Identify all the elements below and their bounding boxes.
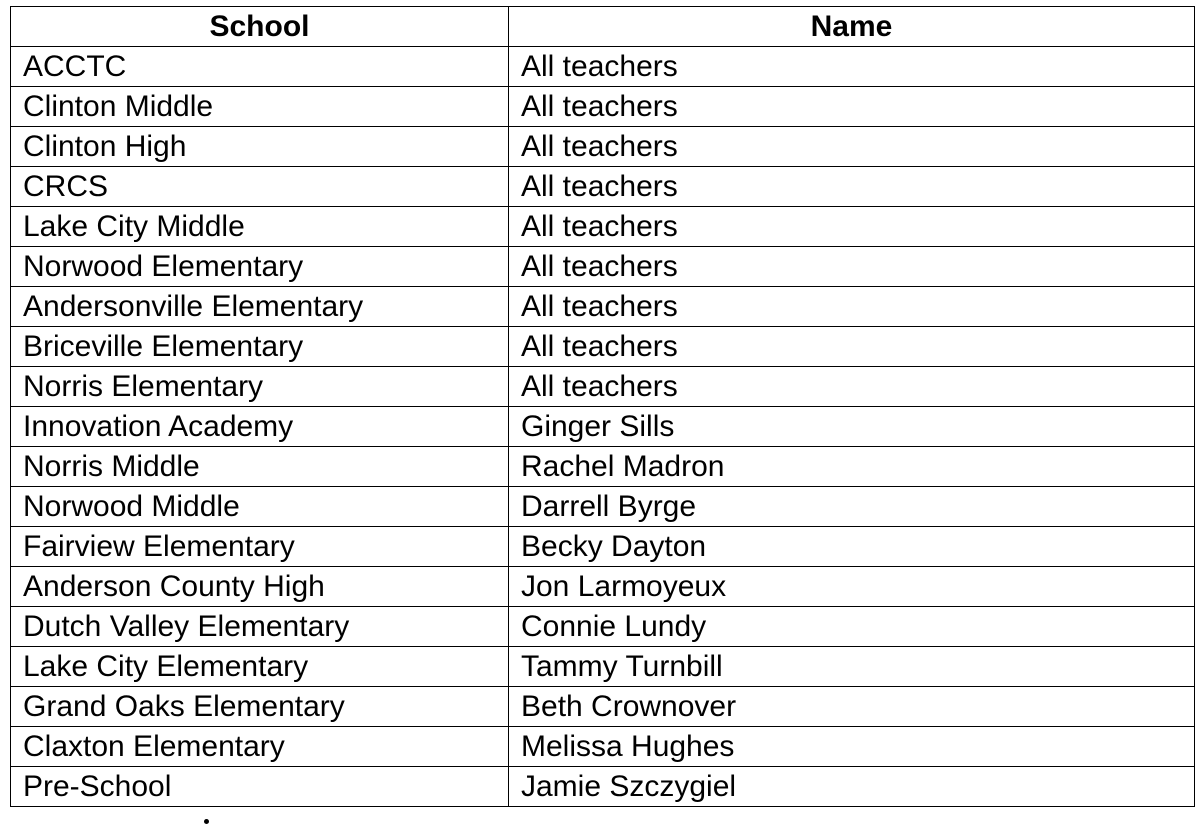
name-cell: Beth Crownover <box>509 687 1195 727</box>
name-cell: Connie Lundy <box>509 607 1195 647</box>
table-header <box>11 7 1195 47</box>
table-row <box>11 567 1195 607</box>
school-cell: Clinton High <box>11 127 509 167</box>
name-cell: All teachers <box>509 127 1195 167</box>
table-row <box>11 647 1195 687</box>
table-row <box>11 487 1195 527</box>
school-contact-table-container <box>10 6 1194 807</box>
name-cell: Rachel Madron <box>509 447 1195 487</box>
school-cell: Norwood Elementary <box>11 247 509 287</box>
school-cell: Claxton Elementary <box>11 727 509 767</box>
school-cell: Grand Oaks Elementary <box>11 687 509 727</box>
name-cell: Becky Dayton <box>509 527 1195 567</box>
school-cell: Pre-School <box>11 767 509 807</box>
table-row <box>11 167 1195 207</box>
table-row <box>11 527 1195 567</box>
name-cell: Darrell Byrge <box>509 487 1195 527</box>
school-cell: Innovation Academy <box>11 407 509 447</box>
name-cell: All teachers <box>509 167 1195 207</box>
table-row <box>11 367 1195 407</box>
table-row <box>11 287 1195 327</box>
school-cell: Clinton Middle <box>11 87 509 127</box>
name-cell: Melissa Hughes <box>509 727 1195 767</box>
school-cell: Norwood Middle <box>11 487 509 527</box>
name-cell: All teachers <box>509 327 1195 367</box>
table-row <box>11 207 1195 247</box>
school-cell: Anderson County High <box>11 567 509 607</box>
school-cell: Fairview Elementary <box>11 527 509 567</box>
name-cell: Ginger Sills <box>509 407 1195 447</box>
name-cell: All teachers <box>509 287 1195 327</box>
school-contact-table <box>10 6 1195 807</box>
table-row <box>11 327 1195 367</box>
name-cell: All teachers <box>509 207 1195 247</box>
name-cell: Jon Larmoyeux <box>509 567 1195 607</box>
table-row <box>11 407 1195 447</box>
table-row <box>11 687 1195 727</box>
school-cell: Norris Elementary <box>11 367 509 407</box>
cropped-text-fragment <box>200 815 214 824</box>
column-header-name: Name <box>509 7 1195 47</box>
school-cell: Briceville Elementary <box>11 327 509 367</box>
school-cell: CRCS <box>11 167 509 207</box>
table-row <box>11 767 1195 807</box>
table-row <box>11 727 1195 767</box>
table-row <box>11 47 1195 87</box>
name-cell: All teachers <box>509 247 1195 287</box>
school-cell: Lake City Middle <box>11 207 509 247</box>
school-cell: Norris Middle <box>11 447 509 487</box>
column-header-school: School <box>11 7 509 47</box>
table-row <box>11 607 1195 647</box>
table-row <box>11 447 1195 487</box>
school-cell: Lake City Elementary <box>11 647 509 687</box>
name-cell: All teachers <box>509 47 1195 87</box>
table-row <box>11 247 1195 287</box>
name-cell: All teachers <box>509 367 1195 407</box>
table-row <box>11 127 1195 167</box>
name-cell: Jamie Szczygiel <box>509 767 1195 807</box>
name-cell: All teachers <box>509 87 1195 127</box>
school-cell: ACCTC <box>11 47 509 87</box>
table-body <box>11 47 1195 807</box>
school-cell: Andersonville Elementary <box>11 287 509 327</box>
table-row <box>11 87 1195 127</box>
header-row <box>11 7 1195 47</box>
school-cell: Dutch Valley Elementary <box>11 607 509 647</box>
name-cell: Tammy Turnbill <box>509 647 1195 687</box>
